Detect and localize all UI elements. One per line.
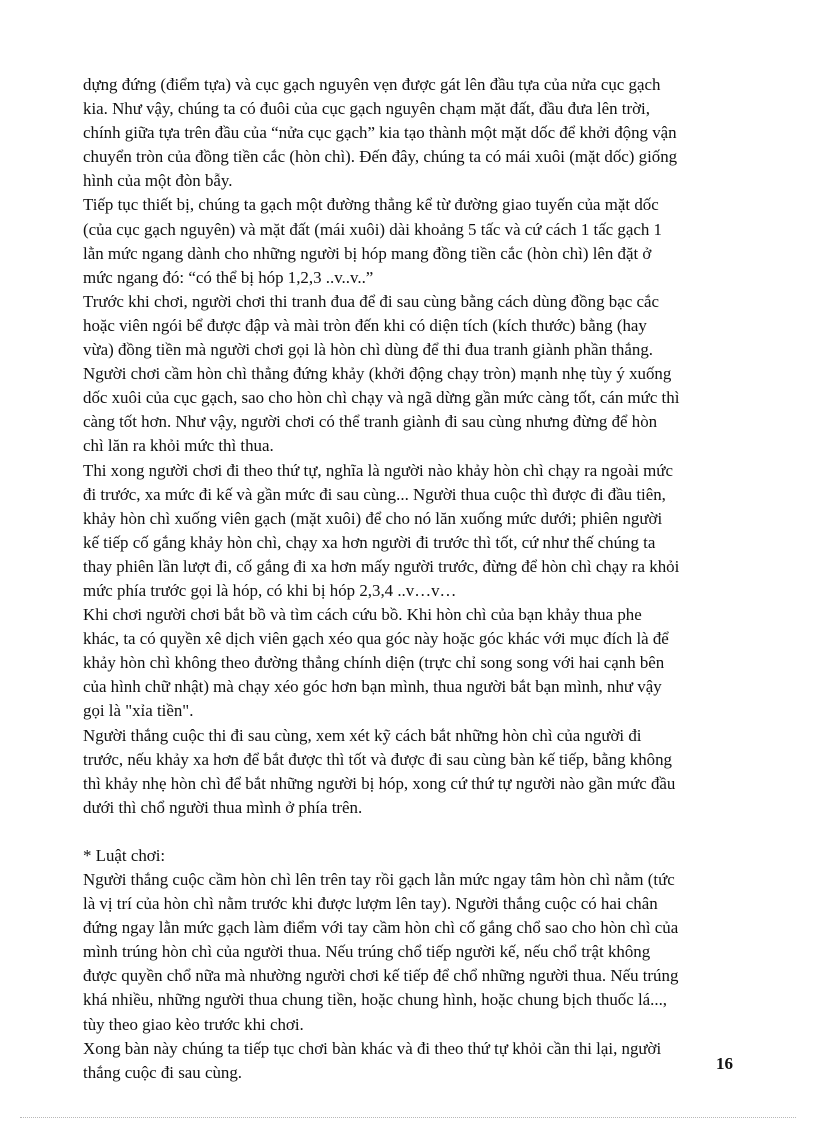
text-line: dựng đứng (điểm tựa) và cục gạch nguyên vẹn được gát lên đầu tựa của nửa cục gạch (83, 75, 661, 94)
text-line: thay phiên lần lượt đi, cố gắng đi xa hơn mấy người trước, đừng để hòn chì chạy ra khỏi (83, 556, 680, 576)
text-line: Khi chơi người chơi bắt bồ và tìm cách cứu bồ. Khi hòn chì của bạn khảy thua phe (83, 605, 642, 625)
text-line: tùy theo giao kèo trước khi chơi. (83, 1014, 304, 1034)
text-line: trước, nếu khảy xa hơn để bắt được thì tốt và được đi sau cùng bàn kế tiếp, bằng không (83, 749, 673, 769)
paragraph (83, 603, 753, 723)
text-line: thắng cuộc đi sau cùng. (83, 1062, 243, 1082)
section-spacer (83, 820, 753, 844)
text-line: hoặc viên ngói bể được đập và mài tròn đến khi có diện tích (kích thước) bằng (hay (83, 315, 647, 335)
text-line: lằn mức ngang dành cho những người bị hóp mang đồng tiền cắc (hòn chì) lên đặt ở (83, 243, 652, 263)
text-line: hình của một đòn bẫy. (83, 171, 233, 191)
text-line: dốc xuôi của cục gạch, sao cho hòn chì chạy và ngã dừng gần mức càng tốt, cán mức thì (83, 388, 680, 408)
text-line: Người chơi cầm hòn chì thẳng đứng khảy (khởi động chạy tròn) mạnh nhẹ tùy ý xuống (83, 364, 672, 384)
text-line: Tiếp tục thiết bị, chúng ta gạch một đường thẳng kể từ đường giao tuyến của mặt dốc (83, 195, 659, 215)
text-line: càng tốt hơn. Như vậy, người chơi có thể tranh giành đi sau cùng nhưng đừng để hòn (83, 412, 658, 432)
text-line: dưới thì chổ người thua mình ở phía trên. (83, 797, 363, 817)
text-line: là vị trí của hòn chì nằm trước khi được lượm lên tay). Người thắng cuộc có hai chân (83, 894, 658, 914)
text-line: kế tiếp cố gắng khảy hòn chì, chạy xa hơn người đi trước thì tốt, cứ như thế chúng ta (83, 532, 656, 552)
paragraph (83, 459, 753, 604)
text-line: kia. Như vậy, chúng ta có đuôi của cục gạch nguyên chạm mặt đất, đầu đưa lên trời, (83, 99, 650, 119)
text-line: Người thắng cuộc cầm hòn chì lên trên tay rồi gạch lằn mức ngay tâm hòn chì nằm (tức (83, 870, 675, 889)
text-line: Xong bàn này chúng ta tiếp tục chơi bàn khác và đi theo thứ tự khỏi cần thi lại, người (83, 1038, 662, 1058)
text-line: gọi là "xỉa tiền". (83, 701, 194, 721)
paragraph (83, 724, 753, 820)
text-line: đứng ngay lằn mức gạch làm điểm với tay cầm hòn chì cố gắng chổ sao cho hòn chì của (83, 918, 679, 938)
text-line: mình trúng hòn chì của người thua. Nếu trúng chổ tiếp người kế, nếu chổ trật không (83, 942, 651, 962)
text-line: chì lăn ra khỏi mức thì thua. (83, 436, 274, 456)
text-line: thì khảy nhẹ hòn chì để bắt những người bị hóp, xong cứ thứ tự người nào gần mức đầu (83, 773, 676, 793)
text-line: mức phía trước gọi là hóp, có khi bị hóp 2,3,4 ..v…v… (83, 580, 457, 600)
text-line: của hình chữ nhật) mà chạy xéo góc hơn bạn mình, thua người bắt bạn mình, như vậy (83, 677, 662, 697)
text-line: đi trước, xa mức đi kế và gần mức đi sau cùng... Người thua cuộc thì được đi đầu tiên, (83, 484, 666, 504)
text-line: vừa) đồng tiền mà người chơi gọi là hòn chì dùng để thi đua tranh giành phần thắng. (83, 340, 653, 360)
text-line: khảy hòn chì xuống viên gạch (mặt xuôi) để cho nó lăn xuống mức dưới; phiên người (83, 508, 663, 528)
page-number: 16 (716, 1054, 733, 1073)
text-line: (của cục gạch nguyên) và mặt đất (mái xuôi) dài khoảng 5 tấc và cứ cách 1 tấc gạch 1 (83, 219, 662, 239)
paragraph (83, 290, 753, 362)
text-line: Thi xong người chơi đi theo thứ tự, nghĩa là người nào khảy hòn chì chạy ra ngoài mức (83, 460, 673, 480)
body-text (83, 73, 753, 1085)
paragraph (83, 73, 753, 193)
text-line: khảy hòn chì không theo đường thẳng chính diện (trực chỉ song song với hai cạnh bên (83, 653, 665, 673)
text-line: được quyền chổ nữa mà nhường người chơi kế tiếp để chổ những người thua. Nếu trúng (83, 966, 679, 986)
text-line: mức ngang đó: “có thể bị hóp 1,2,3 ..v..v..” (83, 267, 374, 287)
text-line: Trước khi chơi, người chơi thi tranh đua để đi sau cùng bằng cách dùng đồng bạc cắc (83, 291, 659, 311)
text-line: chuyển tròn của đồng tiền cắc (hòn chì). Đến đây, chúng ta có mái xuôi (mặt dốc) giống (83, 147, 678, 167)
rules-heading: * Luật chơi: (83, 845, 166, 865)
rules-paragraph (83, 1037, 753, 1085)
page-bottom-divider (20, 1117, 796, 1118)
text-line: Người thắng cuộc thi đi sau cùng, xem xét kỹ cách bắt những hòn chì của người đi (83, 725, 642, 745)
text-line: khá nhiều, những người thua chung tiền, hoặc chung hình, hoặc chung bịch thuốc lá..., (83, 990, 668, 1010)
paragraph (83, 193, 753, 289)
text-line: khác, ta có quyền xê dịch viên gạch xéo qua góc này hoặc góc khác với mục đích là để (83, 629, 669, 649)
paragraph (83, 362, 753, 458)
rules-paragraph (83, 868, 753, 1037)
text-line: chính giữa tựa trên đầu của “nửa cục gạch” kia tạo thành một mặt dốc để khởi động vận (83, 123, 677, 143)
